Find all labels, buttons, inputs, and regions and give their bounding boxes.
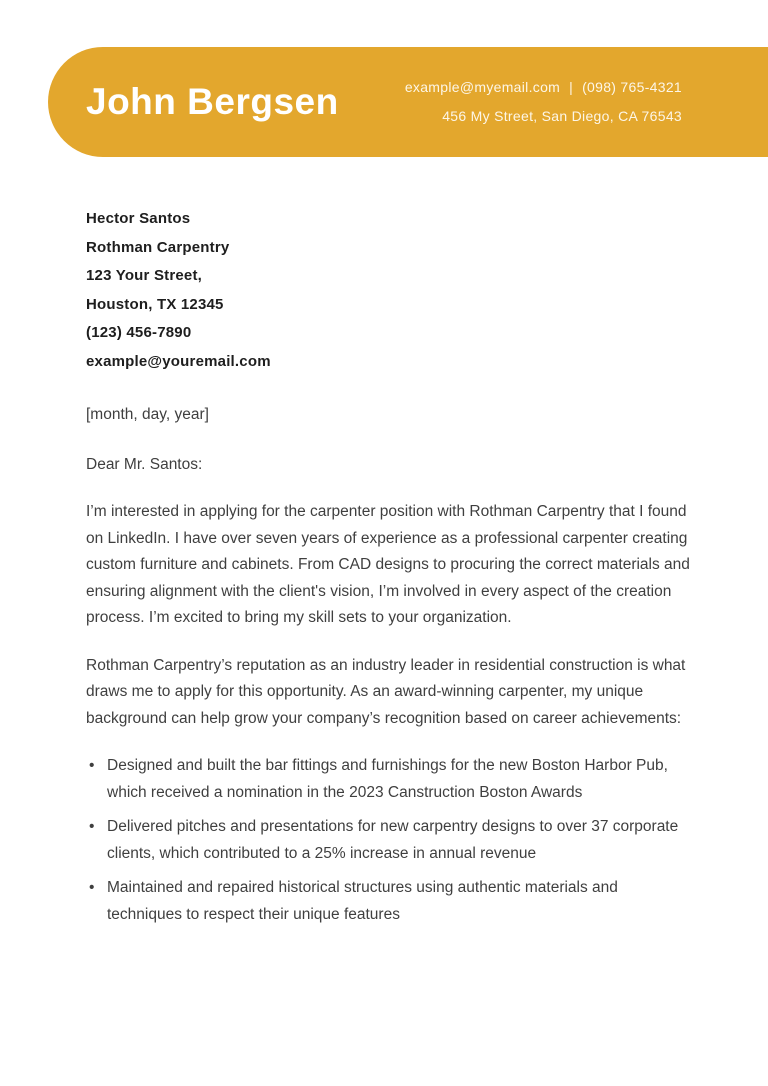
achievement-item: [86, 814, 692, 867]
sender-phone: (098) 765-4321: [582, 79, 682, 95]
date-line: [month, day, year]: [86, 406, 209, 423]
body-paragraph-1: I’m interested in applying for the carpenter position with Rothman Carpentry that I found on LinkedIn. I have over seven years of experience as a professional carpenter creating custom furniture and cabinets. From CAD designs to procuring the correct materials and ensuring alignment with the client's vision, I’m involved in every aspect of the creation process. I’m excited to bring my skill sets to your organization.: [86, 503, 690, 626]
contact-separator: |: [569, 79, 574, 95]
recipient-company: Rothman Carpentry: [86, 238, 230, 256]
recipient-block: [86, 205, 692, 376]
achievement-text: Delivered pitches and presentations for new carpentry designs to over 37 corporate clients, which contributed to a 25% increase in annual revenue: [107, 818, 679, 862]
achievement-text: Maintained and repaired historical structures using authentic materials and techniques to respect their unique features: [107, 879, 618, 923]
letter-body: [86, 205, 692, 936]
recipient-city: Houston, TX 12345: [86, 295, 224, 313]
recipient-phone: (123) 456-7890: [86, 324, 192, 341]
recipient-name: Hector Santos: [86, 210, 191, 227]
recipient-street: 123 Your Street,: [86, 267, 203, 284]
sender-name: John Bergsen: [86, 81, 339, 122]
bullet-icon: •: [89, 818, 95, 835]
header-banner: [48, 47, 768, 157]
recipient-email: example@youremail.com: [86, 352, 271, 370]
achievement-item: [86, 875, 692, 928]
sender-address: 456 My Street, San Diego, CA 76543: [442, 108, 682, 124]
achievement-item: [86, 753, 692, 806]
header-contact: [405, 73, 682, 131]
sender-email: example@myemail.com: [404, 79, 561, 95]
bullet-icon: •: [89, 757, 95, 774]
salutation: Dear Mr. Santos:: [86, 455, 203, 473]
contact-line-1: [405, 73, 682, 102]
bullet-icon: •: [89, 879, 95, 896]
body-paragraph-2: Rothman Carpentry’s reputation as an industry leader in residential construction is what draws me to apply for this opportunity. As an award-winning carpenter, my unique background can help grow your company’s recognition based on career achievements:: [86, 656, 686, 727]
achievements-list: [86, 753, 692, 928]
achievement-text: Designed and built the bar fittings and furnishings for the new Boston Harbor Pub, which received a nomination in the 2023 Canstruction Boston Awards: [107, 757, 668, 801]
